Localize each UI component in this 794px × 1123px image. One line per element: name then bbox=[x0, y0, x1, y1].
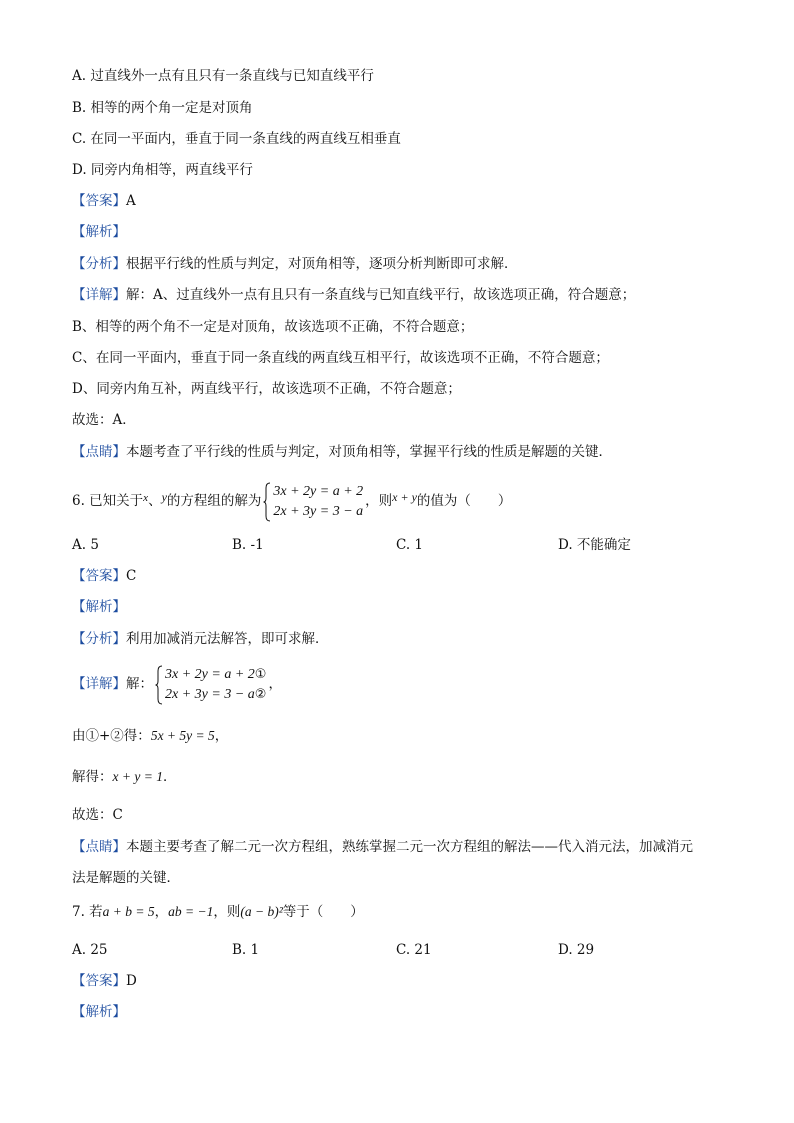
q6-stem bbox=[72, 476, 734, 522]
answer-value: C bbox=[126, 568, 137, 584]
fenxi-text: 根据平行线的性质与判定，对顶角相等，逐项分析判断即可求解． bbox=[126, 256, 518, 272]
q7-option-a: A. 25 bbox=[72, 942, 108, 958]
q6-answer bbox=[72, 567, 734, 585]
detail-equation-2: 2x + 3y = 3 − a bbox=[165, 686, 255, 702]
analysis-tag: 【解析】 bbox=[72, 224, 126, 240]
var-x: x bbox=[143, 492, 149, 504]
step1-math: 5x + 5y = 5 bbox=[150, 728, 215, 743]
dianjing-text: 本题主要考查了解二元一次方程组，熟练掌握二元一次方程组的解法——代入消元法，加减消元 bbox=[126, 839, 693, 855]
circled-one: ① bbox=[254, 666, 267, 682]
condition-1: a + b = 5 bbox=[102, 904, 155, 919]
q7-answer bbox=[72, 972, 734, 990]
q6-stem-mid: 的方程组的解为 bbox=[166, 493, 262, 509]
expression: (a − b)² bbox=[240, 904, 283, 919]
q6-step1 bbox=[72, 727, 734, 745]
step2-math: x + y = 1 bbox=[112, 769, 163, 784]
answer-tag: 【答案】 bbox=[72, 973, 126, 989]
q5-choose: 故选：A． bbox=[72, 412, 136, 428]
q5-detail-b: B、相等的两个角不一定是对顶角，故该选项不正确，不符合题意； bbox=[72, 319, 474, 335]
var-y: y bbox=[161, 490, 167, 504]
step2-prefix: 解得： bbox=[72, 769, 113, 785]
q5-option-a: A. 过直线外一点有且只有一条直线与已知直线平行 bbox=[72, 68, 374, 84]
dianjing-tag: 【点睛】 bbox=[72, 444, 126, 460]
detail-text: 解：A、过直线外一点有且只有一条直线与已知直线平行，故该选项正确，符合题意； bbox=[126, 287, 636, 303]
expr-x-plus-y: x + y bbox=[392, 490, 417, 504]
equation-2: 2x + 3y = 3 − a bbox=[273, 503, 364, 519]
q6-dianjing-line2: 法是解题的关键． bbox=[72, 870, 180, 886]
detail-equation-1: 3x + 2y = a + 2 bbox=[165, 666, 255, 682]
q6-fenxi bbox=[72, 630, 734, 648]
q5-fenxi bbox=[72, 255, 734, 273]
analysis-tag: 【解析】 bbox=[72, 1004, 126, 1020]
q7-option-c: C. 21 bbox=[396, 942, 432, 958]
q6-option-c: C. 1 bbox=[396, 537, 424, 553]
q6-analysis-heading bbox=[72, 598, 734, 616]
dianjing-text: 本题考查了平行线的性质与判定，对顶角相等，掌握平行线的性质是解题的关键． bbox=[126, 444, 612, 460]
q7-stem-prefix: 7. 若 bbox=[72, 904, 103, 920]
q5-detail-a bbox=[72, 286, 734, 304]
equation-1: 3x + 2y = a + 2 bbox=[273, 483, 364, 499]
answer-value: D bbox=[126, 973, 137, 989]
q7-stem-end: 等于（ ） bbox=[282, 904, 364, 920]
fenxi-tag: 【分析】 bbox=[72, 631, 126, 647]
q7-option-d: D. 29 bbox=[558, 942, 595, 958]
q5-option-c: C. 在同一平面内，垂直于同一条直线的两直线互相垂直 bbox=[72, 131, 401, 147]
q6-dianjing bbox=[72, 838, 734, 856]
q6-stem-end: 的值为（ ） bbox=[416, 493, 512, 509]
q6-option-a: A. 5 bbox=[72, 537, 99, 553]
fenxi-text: 利用加减消元法解答，即可求解． bbox=[126, 631, 329, 647]
step1-suffix: ， bbox=[214, 728, 229, 744]
q6-choose: 故选：C bbox=[72, 807, 123, 823]
q5-answer bbox=[72, 192, 734, 210]
q6-detail bbox=[72, 663, 734, 705]
q5-option-d: D. 同旁内角相等，两直线平行 bbox=[72, 162, 253, 178]
answer-value: A bbox=[126, 193, 136, 209]
q5-analysis-heading bbox=[72, 223, 734, 241]
analysis-tag: 【解析】 bbox=[72, 599, 126, 615]
step2-suffix: ． bbox=[162, 769, 177, 785]
q7-analysis-heading bbox=[72, 1003, 734, 1021]
q6-stem-then: ，则 bbox=[365, 493, 393, 509]
left-brace-icon bbox=[263, 482, 271, 522]
q7-stem-mid: ，则 bbox=[213, 904, 241, 920]
answer-tag: 【答案】 bbox=[72, 568, 126, 584]
q5-detail-d: D、同旁内角互补，两直线平行，故该选项不正确，不符合题意； bbox=[72, 381, 461, 397]
dianjing-tag: 【点睛】 bbox=[72, 839, 126, 855]
step1-prefix: 由①+②得： bbox=[72, 728, 151, 744]
q6-stem-prefix: 6. 已知关于 bbox=[72, 493, 144, 509]
q6-option-d: D. 不能确定 bbox=[558, 537, 631, 553]
detail-tag: 【详解】 bbox=[72, 676, 126, 692]
detail-prefix: 解： bbox=[126, 676, 153, 692]
comma: ， bbox=[154, 904, 169, 920]
q6-step2 bbox=[72, 768, 734, 786]
q7-option-b: B. 1 bbox=[232, 942, 260, 958]
q5-detail-c: C、在同一平面内，垂直于同一条直线的两直线互相平行，故该选项不正确，不符合题意； bbox=[72, 350, 609, 366]
detail-equation-system bbox=[155, 665, 266, 705]
q6-option-b: B. -1 bbox=[232, 537, 264, 553]
q5-option-b: B. 相等的两个角一定是对顶角 bbox=[72, 100, 253, 116]
detail-equation-1-row bbox=[165, 665, 266, 685]
q5-dianjing bbox=[72, 443, 734, 461]
circled-two: ② bbox=[254, 686, 267, 702]
q7-stem bbox=[72, 903, 734, 921]
detail-tag: 【详解】 bbox=[72, 287, 126, 303]
condition-2: ab = −1 bbox=[168, 904, 214, 919]
detail-suffix: ， bbox=[268, 676, 282, 692]
left-brace-icon bbox=[155, 665, 163, 705]
answer-tag: 【答案】 bbox=[72, 193, 126, 209]
fenxi-tag: 【分析】 bbox=[72, 256, 126, 272]
detail-equation-2-row bbox=[165, 685, 266, 705]
equation-system bbox=[263, 482, 363, 522]
separator: 、 bbox=[148, 493, 162, 509]
